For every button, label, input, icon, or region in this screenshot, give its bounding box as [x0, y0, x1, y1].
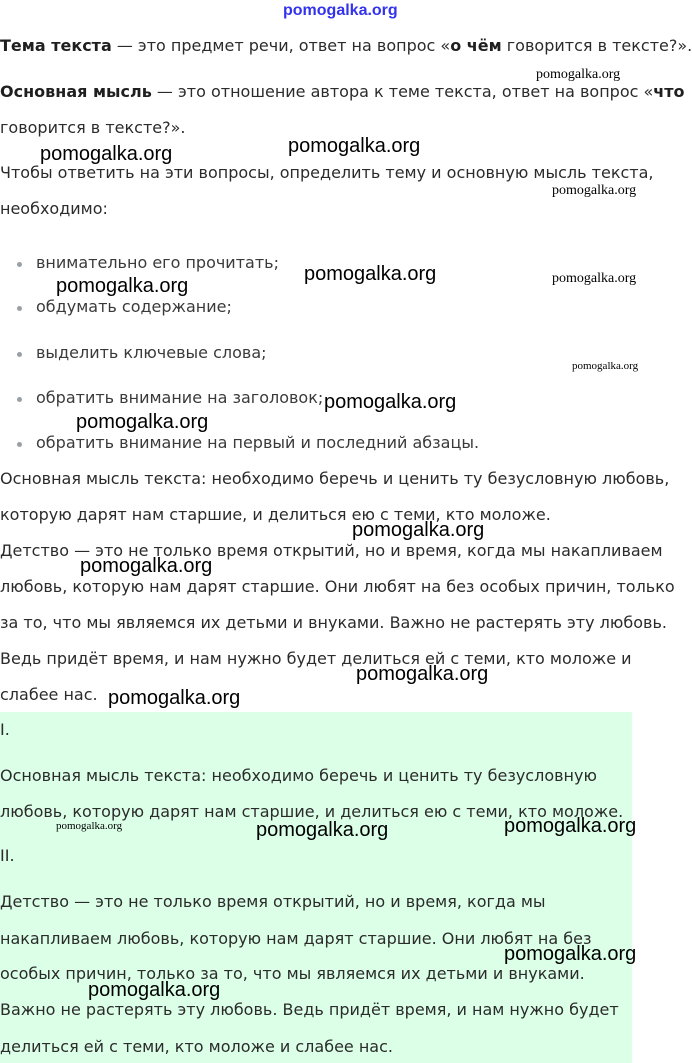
- watermark: pomogalka.org: [56, 820, 123, 832]
- bullet-icon: [17, 397, 22, 402]
- topic-definition: [0, 36, 692, 55]
- idea-def-bold: что: [653, 82, 685, 101]
- watermark: pomogalka.org: [352, 519, 485, 541]
- main-idea-definition-end: говорится в тексте?».: [0, 118, 186, 137]
- watermark: pomogalka.org: [88, 979, 221, 1001]
- answer-line: накапливаем любовь, которую нам дарят старшие. Они любят на без: [0, 929, 592, 948]
- idea-def-text: — это отношение автора к теме текста, ответ на вопрос «: [151, 82, 654, 101]
- body-line: Основная мысль текста: необходимо беречь и ценить ту безусловную любовь,: [0, 469, 670, 488]
- watermark: pomogalka.org: [56, 275, 189, 297]
- watermark: pomogalka.org: [256, 819, 389, 841]
- watermark: pomogalka.org: [108, 687, 241, 709]
- watermark: pomogalka.org: [572, 360, 639, 372]
- topic-def-text: — это предмет речи, ответ на вопрос «: [111, 36, 451, 55]
- watermark: pomogalka.org: [504, 943, 637, 965]
- answer-line: Детство — это не только время открытий, но и время, когда мы: [0, 892, 546, 911]
- topic-def-end: говорится в тексте?».: [501, 36, 692, 55]
- watermark: pomogalka.org: [304, 263, 437, 285]
- answer-line: Важно не растерять эту любовь. Ведь придёт время, и нам нужно будет: [0, 1000, 619, 1019]
- answer-line: любовь, которую дарят нам старшие, и делиться ею с теми, кто моложе.: [0, 802, 624, 821]
- body-line: слабее нас.: [0, 685, 98, 704]
- bullet-icon: [17, 352, 22, 357]
- instruction-line-1: Чтобы ответить на эти вопросы, определить тему и основную мысль текста,: [0, 163, 654, 182]
- watermark: pomogalka.org: [80, 555, 213, 577]
- answer-line: делиться ей с теми, кто моложе и слабее нас.: [0, 1037, 393, 1056]
- bullet-icon: [17, 306, 22, 311]
- topic-term: Тема текста: [0, 36, 112, 55]
- main-idea-definition: [0, 82, 685, 101]
- body-line: Детство — это не только время открытий, но и время, когда мы накапливаем: [0, 541, 663, 560]
- watermark: pomogalka.org: [288, 135, 421, 157]
- answer-line: Основная мысль текста: необходимо беречь и ценить ту безусловную: [0, 766, 597, 785]
- watermark: pomogalka.org: [536, 67, 621, 82]
- answer-number: I.: [0, 720, 10, 739]
- body-line: которую дарят нам старшие, и делиться ею с теми, кто моложе.: [0, 505, 551, 524]
- body-line: Ведь придёт время, и нам нужно будет делиться ей с теми, кто моложе и: [0, 649, 632, 668]
- watermark: pomogalka.org: [552, 183, 637, 198]
- watermark: pomogalka.org: [356, 663, 489, 685]
- body-line: любовь, которую нам дарят старшие. Они любят на без особых причин, только: [0, 577, 675, 596]
- bullet-icon: [17, 442, 22, 447]
- watermark: pomogalka.org: [283, 2, 398, 19]
- watermark: pomogalka.org: [504, 815, 637, 837]
- main-idea-term: Основная мысль: [0, 82, 152, 101]
- bullet-icon: [17, 262, 22, 267]
- watermark: pomogalka.org: [40, 143, 173, 165]
- instruction-line-2: необходимо:: [0, 199, 108, 218]
- watermark: pomogalka.org: [76, 411, 209, 433]
- body-line: за то, что мы являемся их детьми и внуками. Важно не растерять эту любовь.: [0, 613, 667, 632]
- watermark: pomogalka.org: [324, 391, 457, 413]
- answer-number: II.: [0, 846, 15, 865]
- watermark: pomogalka.org: [552, 271, 637, 286]
- topic-def-bold: о чём: [450, 36, 502, 55]
- answer-line: особых причин, только за то, что мы являемся их детьми и внуками.: [0, 964, 585, 983]
